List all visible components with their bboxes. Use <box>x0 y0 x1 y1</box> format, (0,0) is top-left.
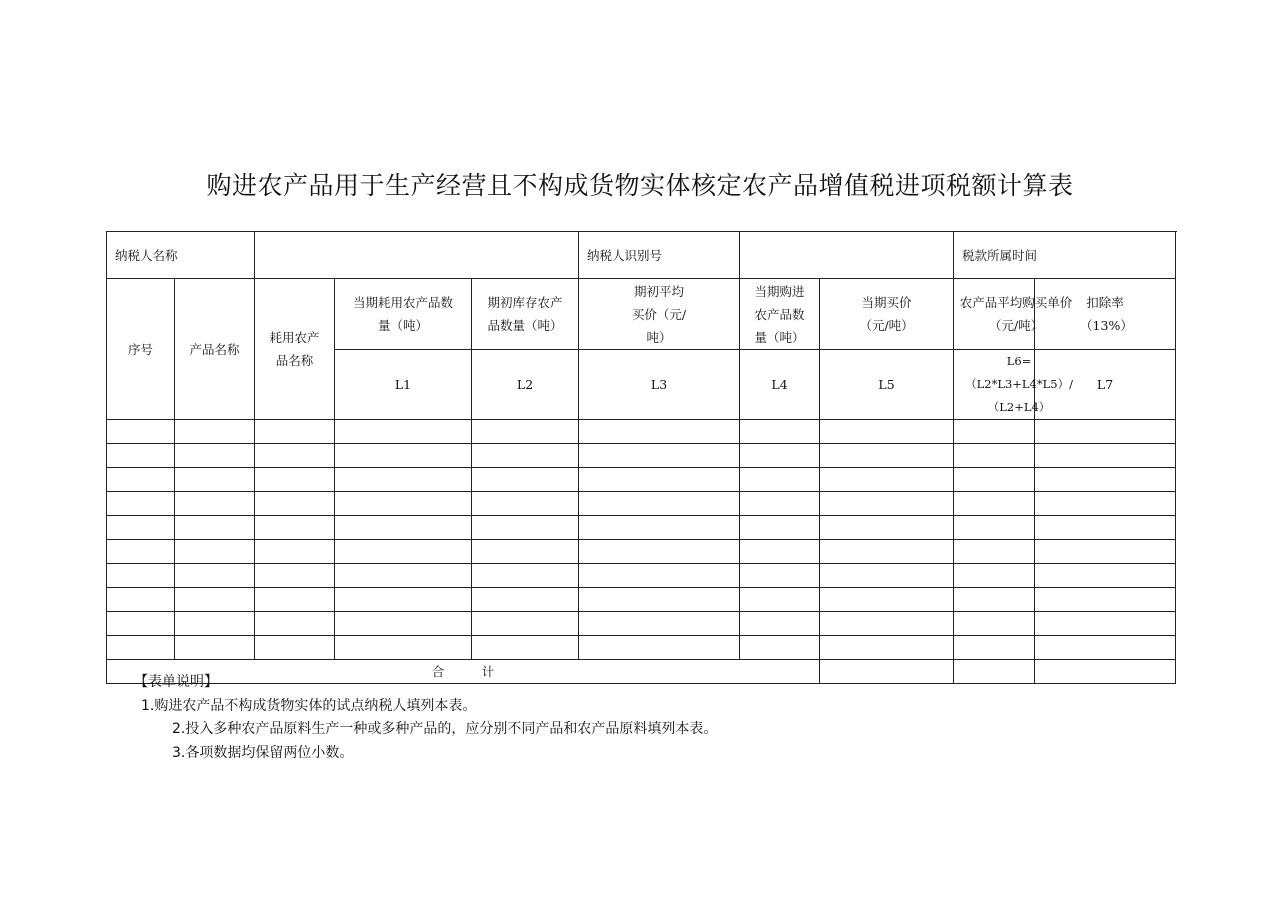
data-cell[interactable] <box>954 444 1035 468</box>
data-cell[interactable] <box>255 540 335 564</box>
data-cell[interactable] <box>472 468 579 492</box>
data-cell[interactable] <box>579 492 740 516</box>
data-cell[interactable] <box>472 420 579 444</box>
data-cell[interactable] <box>175 612 255 636</box>
data-cell[interactable] <box>820 468 954 492</box>
data-cell[interactable] <box>335 588 472 612</box>
data-row <box>107 516 1176 540</box>
data-cell[interactable] <box>107 468 175 492</box>
taxpayer-name-label: 纳税人名称 <box>107 232 255 279</box>
data-cell[interactable] <box>255 492 335 516</box>
data-cell[interactable] <box>255 564 335 588</box>
data-cell[interactable] <box>175 540 255 564</box>
data-cell[interactable] <box>820 636 954 660</box>
data-cell[interactable] <box>255 612 335 636</box>
data-cell[interactable] <box>820 540 954 564</box>
header-l7 <box>1035 279 1176 350</box>
header-l3 <box>579 279 740 350</box>
header-l7-text: 扣除率（13%） <box>1080 295 1133 333</box>
data-cell[interactable] <box>107 636 175 660</box>
data-cell[interactable] <box>579 588 740 612</box>
header-row-labels <box>107 279 1176 350</box>
data-cell[interactable] <box>740 588 820 612</box>
header-l5 <box>820 279 954 350</box>
data-cell[interactable] <box>472 492 579 516</box>
data-cell[interactable] <box>740 612 820 636</box>
data-cell[interactable] <box>954 492 1035 516</box>
data-cell[interactable] <box>107 420 175 444</box>
data-cell[interactable] <box>579 516 740 540</box>
total-l8-cell[interactable] <box>1035 660 1176 684</box>
total-l7-cell[interactable] <box>954 660 1035 684</box>
header-l3-text: 期初平均买价（元/吨） <box>631 283 687 345</box>
data-row <box>107 588 1176 612</box>
taxpayer-name-field[interactable] <box>255 232 579 279</box>
data-cell[interactable] <box>740 444 820 468</box>
header-l1-text: 当期耗用农产品数量（吨） <box>353 295 454 333</box>
data-cell[interactable] <box>1035 588 1176 612</box>
formula-l6 <box>954 350 1073 420</box>
data-cell[interactable] <box>579 420 740 444</box>
data-cell[interactable] <box>954 588 1035 612</box>
data-cell[interactable] <box>107 588 175 612</box>
formula-l6-text: L6=（L2*L3+L4*L5）/（L2+L4） <box>965 354 1073 414</box>
data-cell[interactable] <box>335 636 472 660</box>
data-cell[interactable] <box>107 444 175 468</box>
data-row <box>107 420 1176 444</box>
data-cell[interactable] <box>472 516 579 540</box>
data-cell[interactable] <box>107 564 175 588</box>
data-cell[interactable] <box>740 468 820 492</box>
data-cell[interactable] <box>820 492 954 516</box>
data-cell[interactable] <box>579 444 740 468</box>
data-cell[interactable] <box>740 420 820 444</box>
header-consumed-product-text: 耗用农产品名称 <box>269 330 320 368</box>
data-cell[interactable] <box>472 636 579 660</box>
data-cell[interactable] <box>820 516 954 540</box>
data-cell[interactable] <box>579 612 740 636</box>
header-product-name: 产品名称 <box>175 279 255 420</box>
formula-l2: L2 <box>472 350 579 420</box>
data-cell[interactable] <box>472 612 579 636</box>
data-cell[interactable] <box>1035 468 1176 492</box>
data-cell[interactable] <box>175 516 255 540</box>
data-cell[interactable] <box>175 564 255 588</box>
data-cell[interactable] <box>175 444 255 468</box>
data-cell[interactable] <box>335 468 472 492</box>
header-l4 <box>740 279 820 350</box>
taxpayer-id-field[interactable] <box>740 232 954 279</box>
data-row <box>107 564 1176 588</box>
data-cell[interactable] <box>1035 540 1176 564</box>
total-l6-cell[interactable] <box>820 660 954 684</box>
data-cell[interactable] <box>1035 492 1176 516</box>
data-cell[interactable] <box>175 468 255 492</box>
note-item: 1.购进农产品不构成货物实体的试点纳税人填列本表。 <box>141 698 477 714</box>
notes-heading: 【表单说明】 <box>134 674 218 690</box>
data-cell[interactable] <box>740 564 820 588</box>
data-row <box>107 612 1176 636</box>
data-cell[interactable] <box>1035 612 1176 636</box>
taxpayer-id-label: 纳税人识别号 <box>579 232 740 279</box>
data-cell[interactable] <box>1035 516 1176 540</box>
data-cell[interactable] <box>335 612 472 636</box>
total-row <box>107 660 1176 684</box>
data-cell[interactable] <box>740 636 820 660</box>
data-cell[interactable] <box>954 612 1035 636</box>
tax-calculation-table <box>106 231 1176 684</box>
data-cell[interactable] <box>335 420 472 444</box>
data-row <box>107 444 1176 468</box>
data-cell[interactable] <box>1035 564 1176 588</box>
header-consumed-product-name <box>255 279 335 420</box>
data-row <box>107 540 1176 564</box>
data-cell[interactable] <box>175 420 255 444</box>
data-row <box>107 636 1176 660</box>
note-item: 3.各项数据均保留两位小数。 <box>172 745 354 761</box>
data-cell[interactable] <box>255 420 335 444</box>
data-cell[interactable] <box>954 540 1035 564</box>
data-cell[interactable] <box>579 540 740 564</box>
data-cell[interactable] <box>820 588 954 612</box>
formula-l7: L7 <box>1035 350 1176 420</box>
data-cell[interactable] <box>107 492 175 516</box>
data-cell[interactable] <box>579 564 740 588</box>
data-cell[interactable] <box>1035 444 1176 468</box>
data-cell[interactable] <box>740 492 820 516</box>
data-cell[interactable] <box>740 516 820 540</box>
taxpayer-info-row <box>107 232 1176 279</box>
header-l5-text: 当期买价（元/吨） <box>859 295 914 333</box>
data-cell[interactable] <box>579 468 740 492</box>
data-cell[interactable] <box>335 492 472 516</box>
data-cell[interactable] <box>820 420 954 444</box>
data-cell[interactable] <box>107 540 175 564</box>
total-label: 合 计 <box>107 660 820 684</box>
data-cell[interactable] <box>820 612 954 636</box>
data-cell[interactable] <box>472 564 579 588</box>
data-cell[interactable] <box>107 612 175 636</box>
data-cell[interactable] <box>335 444 472 468</box>
data-cell[interactable] <box>954 564 1035 588</box>
data-row <box>107 468 1176 492</box>
header-l4-text: 当期购进农产品数量（吨） <box>754 283 805 345</box>
note-item: 2.投入多种农产品原料生产一种或多种产品的，应分别不同产品和农产品原料填列本表。 <box>172 721 718 737</box>
data-row <box>107 492 1176 516</box>
data-cell[interactable] <box>335 564 472 588</box>
data-cell[interactable] <box>472 540 579 564</box>
data-cell[interactable] <box>175 588 255 612</box>
data-cell[interactable] <box>954 420 1035 444</box>
data-cell[interactable] <box>175 492 255 516</box>
data-cell[interactable] <box>107 516 175 540</box>
data-cell[interactable] <box>255 516 335 540</box>
data-cell[interactable] <box>335 516 472 540</box>
data-cell[interactable] <box>1035 636 1176 660</box>
header-l1 <box>335 279 472 350</box>
data-cell[interactable] <box>1035 420 1176 444</box>
formula-l5: L5 <box>820 350 954 420</box>
header-l6 <box>954 279 1073 350</box>
table-body <box>107 232 1176 684</box>
data-cell[interactable] <box>740 540 820 564</box>
data-cell[interactable] <box>255 468 335 492</box>
data-cell[interactable] <box>820 444 954 468</box>
data-cell[interactable] <box>579 636 740 660</box>
tax-period-label: 税款所属时间 <box>954 232 1176 279</box>
header-seq: 序号 <box>107 279 175 420</box>
data-cell[interactable] <box>820 564 954 588</box>
data-cell[interactable] <box>954 516 1035 540</box>
data-cell[interactable] <box>954 468 1035 492</box>
data-cell[interactable] <box>472 444 579 468</box>
data-cell[interactable] <box>255 444 335 468</box>
header-l2 <box>472 279 579 350</box>
form-title: 购进农产品用于生产经营且不构成货物实体核定农产品增值税进项税额计算表 <box>206 171 1074 200</box>
data-cell[interactable] <box>472 588 579 612</box>
data-cell[interactable] <box>954 636 1035 660</box>
header-l6-text: 农产品平均购买单价（元/吨） <box>959 295 1073 333</box>
data-cell[interactable] <box>255 588 335 612</box>
formula-l4: L4 <box>740 350 820 420</box>
formula-l3: L3 <box>579 350 740 420</box>
data-cell[interactable] <box>335 540 472 564</box>
header-l2-text: 期初库存农产品数量（吨） <box>487 295 563 333</box>
formula-l1: L1 <box>335 350 472 420</box>
data-cell[interactable] <box>175 636 255 660</box>
data-cell[interactable] <box>255 636 335 660</box>
